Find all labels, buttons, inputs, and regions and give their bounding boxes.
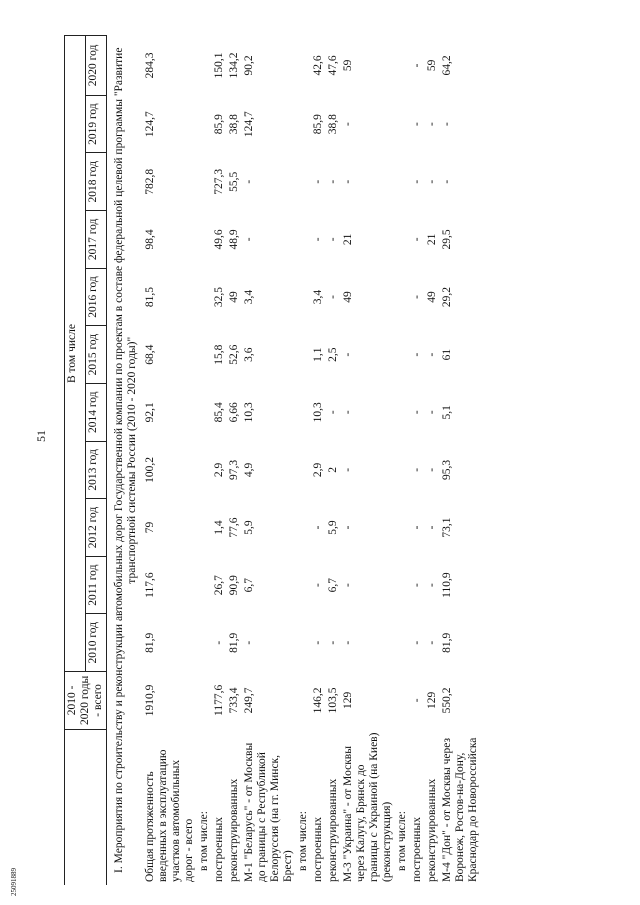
row-year-value: - [243,237,255,242]
row-year-value: - [327,295,339,299]
header-blank-cell [65,729,107,885]
row-year-value: - [426,179,438,184]
row-year-value: 59 [426,59,438,72]
row-year-value: - [342,410,354,415]
table-row [197,36,212,886]
row-year-value [395,95,410,153]
row-year-value: 49 [228,291,240,303]
row-year-value [197,326,212,384]
row-year-value: - [411,295,423,299]
table-row [341,36,395,886]
row-label: в том числе: [198,811,210,871]
table-row [311,36,326,886]
row-total: 103,5 [327,687,339,714]
row-year-value: 95,3 [441,459,453,480]
row-year-value [296,268,311,326]
row-year-value [197,95,212,153]
header-year: 2010 год [86,614,107,672]
row-year-value: 47,6 [327,55,339,76]
row-total: 129 [342,691,354,709]
row-year-value: 55,5 [228,171,240,192]
row-year-value [296,36,311,96]
row-year-value: - [426,583,438,588]
row-year-value: 10,3 [312,402,324,423]
row-label: в том числе: [297,811,309,871]
row-year-value: 1,1 [312,347,324,362]
row-label: реконструированных [426,778,438,882]
row-year-value: 6,7 [327,577,339,593]
row-year-value: - [327,410,339,415]
row-year-value: 2 [327,467,339,473]
row-year-value: 49 [342,291,354,303]
row-year-value: 98,4 [144,229,156,250]
row-label: реконструированных [228,778,240,882]
row-year-value: 29,5 [441,229,453,250]
row-year-value: - [441,122,453,127]
row-year-value: 49,6 [213,229,225,250]
page-number: 51 [34,430,48,442]
row-year-value: 284,3 [144,52,156,79]
row-label: в том числе: [396,811,408,871]
table-row [326,36,341,886]
row-year-value: 3,4 [312,289,324,305]
row-year-value [296,211,311,269]
row-label: построенных [411,817,423,882]
header-year: 2020 год [86,36,107,96]
row-label: Общая протяженность введенных в эксплуатацию участков автомобильных дорог - всего [144,749,195,882]
table-row [440,36,481,886]
row-total: 550,2 [441,687,453,714]
row-year-value: - [342,122,354,127]
row-year-value [296,95,311,153]
row-label: М-4 "Дон" - от Москвы через Воронеж, Ростов-на-Дону, Краснодар до Новороссийска [441,737,479,882]
row-year-value: - [327,640,339,645]
row-year-value: 3,6 [243,347,255,362]
row-year-value [296,499,311,557]
row-total: 1177,6 [213,684,225,716]
row-year-value: 727,3 [213,168,225,195]
row-year-value: - [213,640,225,645]
row-year-value: 73,1 [441,517,453,538]
row-total: 249,7 [243,687,255,714]
row-year-value [197,614,212,672]
row-year-value: 6,7 [243,577,255,593]
row-year-value: 59 [342,59,354,72]
row-year-value: 100,2 [144,456,156,483]
row-year-value [197,383,212,441]
row-year-value: 5,1 [441,405,453,420]
row-year-value [197,36,212,96]
row-year-value: 26,7 [213,575,225,596]
row-year-value: 10,3 [243,402,255,423]
table-row [410,36,425,886]
row-year-value [197,211,212,269]
row-year-value [395,36,410,96]
row-year-value: 5,9 [243,520,255,535]
row-year-value: 15,8 [213,344,225,365]
row-year-value: - [312,583,324,588]
row-year-value: 81,5 [144,286,156,308]
table-row [212,36,227,886]
row-year-value: 6,66 [228,402,240,423]
row-year-value [296,326,311,384]
table-row [296,36,311,886]
row-label: реконструированных [327,778,339,882]
header-year: 2012 год [86,499,107,557]
row-year-value: 85,9 [312,114,324,135]
row-year-value: 90,2 [243,55,255,76]
row-year-value: 81,9 [144,632,156,653]
row-year-value [197,268,212,326]
row-year-value: 42,6 [312,55,324,76]
row-total: - [411,698,423,703]
row-year-value: 124,7 [243,111,255,138]
header-year: 2017 год [86,211,107,269]
row-year-value: 79 [144,521,156,534]
row-year-value: 92,1 [144,402,156,423]
row-total [197,672,212,730]
row-year-value: 81,9 [441,632,453,653]
row-year-value [197,499,212,557]
row-year-value: 2,9 [213,462,225,478]
row-year-value: - [426,122,438,127]
table-row [143,36,197,886]
row-year-value: - [441,179,453,184]
header-year: 2013 год [86,441,107,499]
row-year-value: 21 [342,233,354,246]
row-year-value: - [411,237,423,242]
row-year-value: - [342,583,354,588]
row-total [395,672,410,730]
section-title: I. Мероприятия по строительству и реконструкции автомобильных дорог Государственной компании по проектам в составе федеральной целевой программы "Развитие транспортной системы России (2010 - 2020 годы)" [113,47,138,873]
row-year-value: 64,2 [441,55,453,76]
row-year-value: 48,9 [228,229,240,250]
row-year-value: 77,6 [228,517,240,538]
row-year-value: 61 [441,348,453,361]
header-year: 2016 год [86,268,107,326]
row-year-value: 1,4 [213,520,225,535]
row-year-value: - [411,640,423,645]
row-year-value: 5,9 [327,520,339,535]
row-year-value [296,383,311,441]
row-year-value: 68,4 [144,344,156,365]
row-total: 129 [426,691,438,709]
row-year-value [395,441,410,499]
row-year-value: - [342,640,354,645]
row-year-value [395,383,410,441]
row-year-value [395,614,410,672]
row-year-value: - [342,467,354,472]
row-year-value: - [426,410,438,415]
row-year-value: - [411,122,423,127]
header-year: 2018 год [86,153,107,211]
row-year-value: 38,8 [228,114,240,135]
row-year-value: - [426,525,438,530]
row-year-value: - [342,352,354,357]
row-year-value: 782,8 [144,168,156,195]
row-year-value: 124,7 [144,111,156,138]
row-year-value: - [426,352,438,357]
row-year-value: - [411,63,423,68]
row-year-value: - [327,237,339,242]
row-total: 733,4 [228,687,240,714]
row-year-value: 4,9 [243,462,255,478]
row-year-value: - [342,525,354,530]
rotated-table-container [64,30,609,885]
row-year-value [296,614,311,672]
header-year: 2019 год [86,95,107,153]
header-year: 2014 год [86,383,107,441]
row-year-value: 150,1 [213,52,225,79]
row-year-value [296,556,311,614]
table-row [242,36,296,886]
header-year: 2015 год [86,326,107,384]
row-total [296,672,311,730]
row-year-value: 2,5 [327,347,339,362]
row-year-value [395,153,410,211]
header-group: В том числе [65,36,86,672]
row-total: 146,2 [312,687,324,714]
row-year-value: 32,5 [213,286,225,308]
row-year-value: - [411,467,423,472]
row-year-value [197,441,212,499]
header-year: 2011 год [86,556,107,614]
construction-table [64,35,481,885]
row-year-value: - [327,179,339,184]
row-year-value: 81,9 [228,632,240,653]
row-label: М-3 "Украина" - от Москвы через Калугу, Брянск до границы с Украиной (на Киев) (реконструкция) [342,732,393,882]
row-year-value: 29,2 [441,286,453,308]
row-year-value: 38,8 [327,114,339,135]
row-year-value: 85,4 [213,402,225,423]
row-year-value: 52,6 [228,344,240,365]
table-row [227,36,242,886]
row-year-value [197,556,212,614]
table-row [425,36,440,886]
row-year-value [395,211,410,269]
row-year-value: - [411,352,423,357]
row-total: 1910,9 [144,684,156,717]
row-year-value: 21 [426,233,438,246]
row-year-value: 2,9 [312,462,324,478]
row-year-value: - [312,179,324,184]
row-year-value: - [243,640,255,645]
row-year-value: 134,2 [228,52,240,79]
row-year-value: - [411,525,423,530]
row-year-value [296,153,311,211]
row-year-value: - [426,467,438,472]
row-year-value: - [312,237,324,242]
row-year-value: 97,3 [228,459,240,480]
row-year-value: 110,9 [441,572,453,598]
row-year-value: - [426,640,438,645]
row-year-value: - [411,410,423,415]
row-label: построенных [213,817,225,882]
row-year-value: - [411,179,423,184]
row-year-value: - [312,640,324,645]
row-year-value [395,268,410,326]
row-year-value: 117,6 [144,572,156,598]
row-year-value [395,326,410,384]
row-year-value [395,499,410,557]
document-number: 25091889 [10,868,18,896]
row-year-value: - [243,179,255,184]
row-year-value: 85,9 [213,114,225,135]
row-year-value: - [411,583,423,588]
row-year-value: 49 [426,291,438,303]
table-row [395,36,410,886]
row-year-value [296,441,311,499]
row-year-value: 90,9 [228,575,240,596]
row-label: М-1 "Беларусь" - от Москвы до границы с Республикой Белоруссия (на гг. Минск, Брест) [243,742,294,882]
row-year-value [197,153,212,211]
row-year-value [395,556,410,614]
row-year-value: - [342,179,354,184]
row-label: построенных [312,817,324,882]
header-total: 2010 - 2020 годы - всего [65,672,107,730]
row-year-value: 3,4 [243,289,255,305]
row-year-value: - [312,525,324,530]
